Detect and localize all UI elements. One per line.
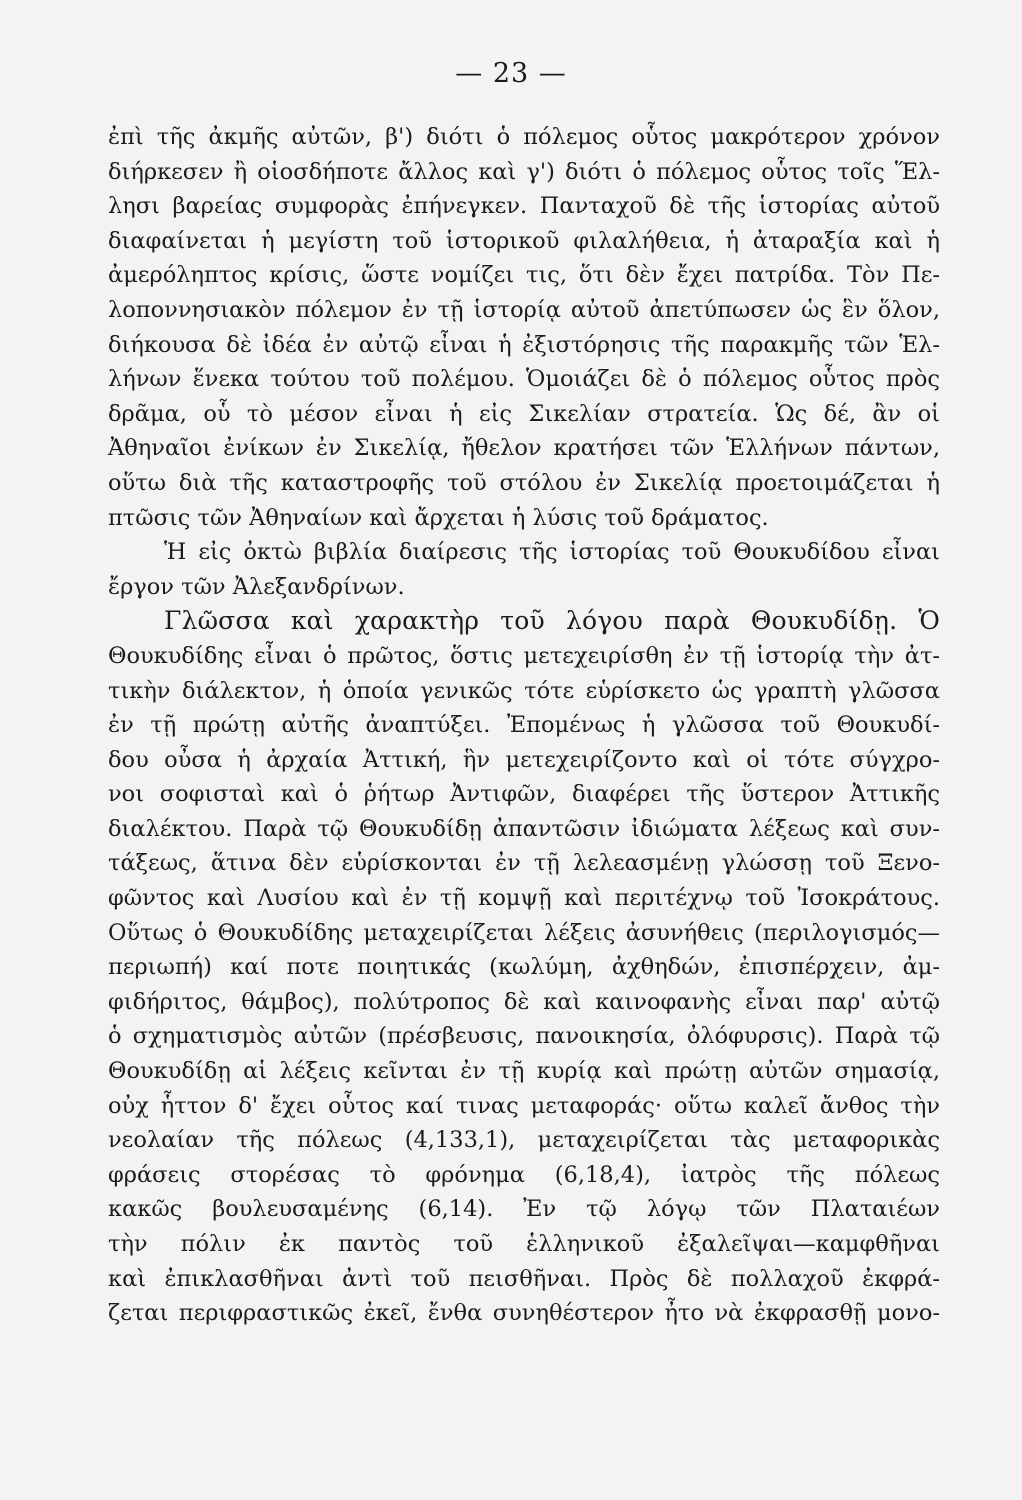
text-line: περιωπή) καί ποτε ποιητικάς (κωλύμη, ἀχθηδών, ἐπισπέρχειν, ἀμ-	[108, 954, 940, 981]
text-line: τὴν πόλιν ἐκ παντὸς τοῦ ἑλληνικοῦ ἐξαλεῖψαι—καμφθῆναι	[108, 1231, 940, 1257]
text-line: λήνων ἕνεκα τούτου τοῦ πολέμου. Ὁμοιάζει δὲ ὁ πόλεμος οὗτος πρὸς	[108, 366, 940, 393]
text-line: ὁ σχηματισμὸς αὐτῶν (πρέσβευσις, πανοικησία, ὀλόφυρσις). Παρὰ τῷ	[108, 1023, 940, 1050]
text-line: Οὕτως ὁ Θουκυδίδης μεταχειρίζεται λέξεις ἀσυνήθεις (περιλογισμός—	[108, 919, 940, 946]
text-line: διήρκεσεν ἢ οἱοσδήποτε ἄλλος καὶ γ') διότι ὁ πόλεμος οὗτος τοῖς Ἕλ-	[108, 158, 940, 185]
text-line: Ἀθηναῖοι ἐνίκων ἐν Σικελίᾳ, ἤθελον κρατήσει τῶν Ἑλλήνων πάντων,	[108, 435, 940, 462]
text-line: διήκουσα δὲ ἰδέα ἐν αὐτῷ εἶναι ἡ ἐξιστόρησις τῆς παρακμῆς τῶν Ἑλ-	[108, 331, 940, 358]
text-line: δου οὖσα ἡ ἀρχαία Ἀττική, ἣν μετεχειρίζοντο καὶ οἱ τότε σύγχρο-	[108, 746, 940, 773]
page-number: — 23 —	[455, 58, 567, 89]
text-line: νοι σοφισταὶ καὶ ὁ ῥήτωρ Ἀντιφῶν, διαφέρει τῆς ὕστερον Ἀττικῆς	[108, 781, 940, 808]
text-line: ἐπὶ τῆς ἀκμῆς αὐτῶν, β') διότι ὁ πόλεμος οὗτος μακρότερον χρόνον	[108, 124, 940, 150]
text-line: οὐχ ἧττον δ' ἔχει οὗτος καί τινας μεταφοράς· οὕτω καλεῖ ἄνθος τὴν	[108, 1092, 940, 1119]
text-line: Θουκυδίδῃ αἱ λέξεις κεῖνται ἐν τῇ κυρίᾳ καὶ πρώτῃ αὐτῶν σημασίᾳ,	[108, 1058, 940, 1085]
text-line: κακῶς βουλευσαμένης (6,14). Ἐν τῷ λόγῳ τῶν Πλαταιέων	[108, 1196, 940, 1223]
text-line: διαλέκτου. Παρὰ τῷ Θουκυδίδῃ ἀπαντῶσιν ἰδιώματα λέξεως καὶ συν-	[108, 815, 940, 842]
text-line: δρᾶμα, οὗ τὸ μέσον εἶναι ἡ εἰς Σικελίαν στρατεία. Ὡς δέ, ἂν οἱ	[108, 400, 940, 427]
text-line: καὶ ἐπικλασθῆναι ἀντὶ τοῦ πεισθῆναι. Πρὸς δὲ πολλαχοῦ ἐκφρά-	[108, 1265, 940, 1292]
text-line: πτῶσις τῶν Ἀθηναίων καὶ ἄρχεται ἡ λύσις τοῦ δράματος.	[108, 504, 769, 531]
section-heading-line: Γλῶσσα καὶ χαρακτὴρ τοῦ λόγου παρὰ Θουκυδίδῃ. Ὁ	[164, 606, 940, 636]
text-line: νεολαίαν τῆς πόλεως (4,133,1), μεταχειρίζεται τὰς μεταφορικὰς	[108, 1127, 940, 1154]
text-line: Θουκυδίδης εἶναι ὁ πρῶτος, ὅστις μετεχειρίσθη ἐν τῇ ἱστορίᾳ τὴν ἀτ-	[108, 642, 940, 669]
paragraph-start-line: Ἡ εἰς ὀκτὼ βιβλία διαίρεσις τῆς ἱστορίας τοῦ Θουκυδίδου εἶναι	[164, 539, 940, 566]
body-text	[108, 120, 940, 1331]
text-line: ἔργον τῶν Ἀλεξανδρίνων.	[108, 573, 405, 600]
text-line: λησι βαρείας συμφορὰς ἐπήνεγκεν. Πανταχοῦ δὲ τῆς ἱστορίας αὐτοῦ	[108, 193, 940, 220]
text-line: φιδήριτος, θάμβος), πολύτροπος δὲ καὶ καινοφανὴς εἶναι παρ' αὐτῷ	[108, 988, 940, 1015]
text-line: φράσεις στορέσας τὸ φρόνημα (6,18,4), ἰατρὸς τῆς πόλεως	[108, 1161, 940, 1188]
text-line: διαφαίνεται ἡ μεγίστη τοῦ ἱστορικοῦ φιλαλήθεια, ἡ ἀταραξία καὶ ἡ	[108, 227, 940, 254]
text-line: ζεται περιφραστικῶς ἐκεῖ, ἔνθα συνηθέστερον ἦτο νὰ ἐκφρασθῇ μονο-	[108, 1300, 940, 1327]
text-line: οὕτω διὰ τῆς καταστροφῆς τοῦ στόλου ἐν Σικελίᾳ προετοιμάζεται ἡ	[108, 469, 940, 496]
text-line: τάξεως, ἅτινα δὲν εὑρίσκονται ἐν τῇ λελεασμένῃ γλώσσῃ τοῦ Ξενο-	[108, 850, 940, 877]
text-line: τικὴν διάλεκτον, ἡ ὁποία γενικῶς τότε εὑρίσκετο ὡς γραπτὴ γλῶσσα	[108, 677, 940, 704]
text-line: λοποννησιακὸν πόλεμον ἐν τῇ ἱστορίᾳ αὐτοῦ ἀπετύπωσεν ὡς ἓν ὅλον,	[108, 296, 940, 323]
text-line: ἐν τῇ πρώτῃ αὐτῆς ἀναπτύξει. Ἐπομένως ἡ γλῶσσα τοῦ Θουκυδί-	[108, 712, 940, 739]
text-line: ἀμερόληπτος κρίσις, ὥστε νομίζει τις, ὅτι δὲν ἔχει πατρίδα. Τὸν Πε-	[108, 262, 940, 289]
text-line: φῶντος καὶ Λυσίου καὶ ἐν τῇ κομψῇ καὶ περιτέχνῳ τοῦ Ἰσοκράτους.	[108, 885, 940, 912]
